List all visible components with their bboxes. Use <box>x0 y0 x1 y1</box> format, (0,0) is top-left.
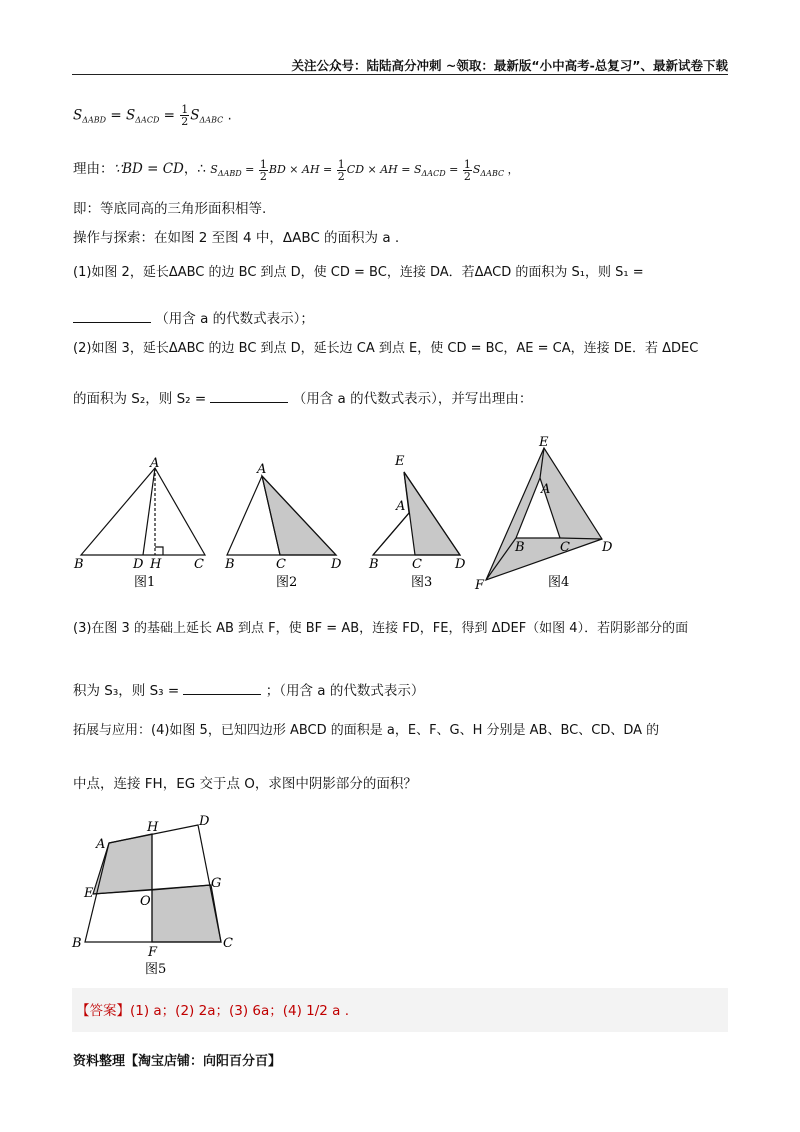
fig2-label-D: D <box>331 557 342 572</box>
fig5-label-O: O <box>140 894 151 909</box>
q3-line1: (3)在图 3 的基础上延长 AB 到点 F，使 BF = AB，连接 FD，FE，得到 ΔDEF（如图 4）．若阴影部分的面 <box>73 621 689 636</box>
fig5-label-D: D <box>199 814 210 829</box>
q2-line2-b: （用含 a 的代数式表示），并写出理由： <box>292 391 533 407</box>
figure-2 <box>227 476 336 555</box>
fig5-label-C: C <box>223 936 233 951</box>
fig3-label-C: C <box>412 557 422 572</box>
explore-line: 操作与探索：在如图 2 至图 4 中，ΔABC 的面积为 a . <box>73 230 400 246</box>
fig1-caption: 图1 <box>134 575 156 590</box>
figure-3 <box>373 472 460 555</box>
fig3-label-E: E <box>395 454 405 469</box>
reason-line: 理由：∵BD = CD，∴ $S_{\Delta ABD}$ = $\frac{1}{2}$ BD × AH = $\frac{1}{2}$ CD × AH = $S_{\Delta ACD}$ = $\frac{1}{2}$ $S_{\Delta ABC}$ ， <box>73 157 519 183</box>
fig3-caption: 图3 <box>411 575 433 590</box>
intro-formula: $S_{\Delta ABD} = S_{\Delta ACD}$ = $\frac{1}{2}$ $S_{\Delta ABC}$ . <box>73 103 232 128</box>
page-footer: 资料整理【淘宝店铺：向阳百分百】 <box>73 1054 282 1069</box>
fig5-label-E: E <box>84 886 94 901</box>
page-header <box>72 56 728 75</box>
fig2-label-A: A <box>257 462 267 477</box>
q4-line2: 中点，连接 FH，EG 交于点 O，求图中阴影部分的面积？ <box>73 776 417 792</box>
q1-line2-text: （用含 a 的代数式表示）； <box>155 311 314 327</box>
fig1-label-B: B <box>74 557 84 572</box>
q2-blank[interactable] <box>210 388 288 403</box>
reason-label: 理由： <box>73 161 114 177</box>
fig1-label-H: H <box>150 557 162 572</box>
fig5-label-A: A <box>96 837 106 852</box>
fig3-label-A: A <box>396 499 406 514</box>
fig4-caption: 图4 <box>548 575 570 590</box>
fig2-caption: 图2 <box>276 575 298 590</box>
figure-1 <box>81 468 205 555</box>
q3-line2-b: ；（用含 a 的代数式表示） <box>265 683 425 699</box>
q3-blank[interactable] <box>183 680 261 695</box>
fig1-label-A: A <box>150 456 160 471</box>
fig4-label-B: B <box>515 540 525 555</box>
q1-blank[interactable] <box>73 308 151 323</box>
q2-line2 <box>73 388 532 410</box>
answer-label: 【答案】 <box>76 1003 130 1019</box>
q3-line2-a: 积为 S₃，则 S₃ = <box>73 683 180 699</box>
fig2-label-B: B <box>225 557 235 572</box>
fig5-label-H: H <box>147 820 159 835</box>
answer-text: (1) a；(2) 2a；(3) 6a；(4) 1/2 a . <box>130 1003 350 1019</box>
fig4-label-E: E <box>539 435 549 450</box>
fig5-label-B: B <box>72 936 82 951</box>
fig3-label-B: B <box>369 557 379 572</box>
fig2-label-C: C <box>276 557 286 572</box>
figure-4 <box>486 448 602 580</box>
fig4-label-C: C <box>560 540 570 555</box>
fig4-label-A: A <box>541 482 551 497</box>
q1-line1: (1)如图 2，延长ΔABC 的边 BC 到点 D，使 CD = BC，连接 DA．若ΔACD 的面积为 S₁，则 S₁ = <box>73 265 644 280</box>
q2-line2-a: 的面积为 S₂，则 S₂ = <box>73 391 207 407</box>
fig1-label-D: D <box>133 557 144 572</box>
fig5-label-G: G <box>211 876 222 891</box>
fig3-label-D: D <box>455 557 466 572</box>
figures-1-4 <box>0 430 800 595</box>
fig5-label-F: F <box>148 945 158 960</box>
fig4-label-F: F <box>475 578 485 593</box>
conclusion-line: 即：等底同高的三角形面积相等. <box>73 201 267 217</box>
q3-line2 <box>73 680 424 702</box>
figure-5 <box>0 808 300 983</box>
q2-line1: (2)如图 3，延长ΔABC 的边 BC 到点 D，延长边 CA 到点 E，使 CD = BC，AE = CA，连接 DE．若 ΔDEC <box>73 341 699 356</box>
q4-line1: 拓展与应用：(4)如图 5，已知四边形 ABCD 的面积是 a，E、F、G、H 分别是 AB、BC、CD、DA 的 <box>73 723 660 738</box>
fig4-label-D: D <box>602 540 613 555</box>
fig1-label-C: C <box>194 557 204 572</box>
header-text: 关注公众号：陆陆高分冲刺 ~领取：最新版“小中高考-总复习”、最新试卷下载 <box>291 58 728 73</box>
answer-line <box>76 1000 349 1022</box>
q1-line2 <box>73 308 314 330</box>
fig5-caption: 图5 <box>145 962 167 977</box>
